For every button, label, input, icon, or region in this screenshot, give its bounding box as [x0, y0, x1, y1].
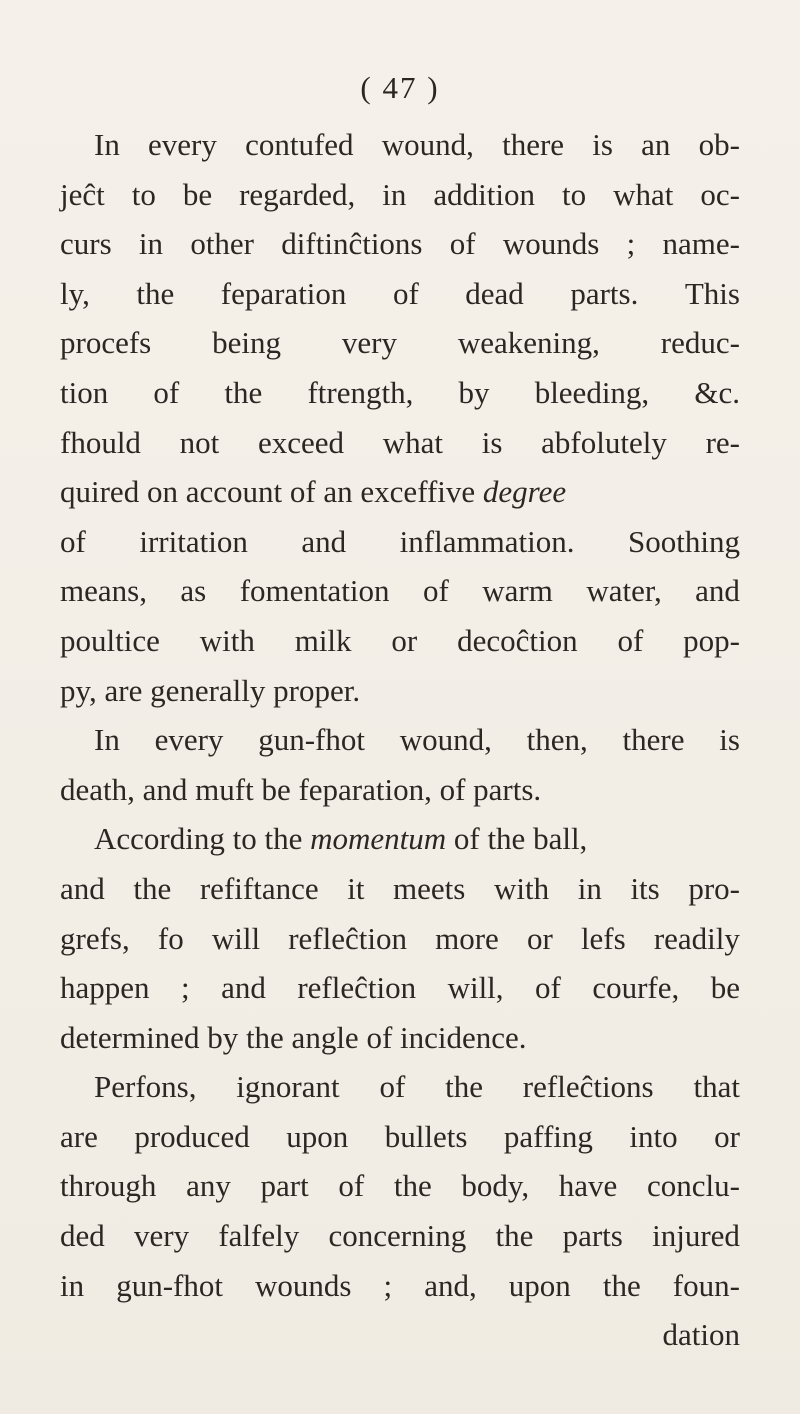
word: poultice — [60, 622, 160, 658]
word: there — [502, 127, 565, 162]
word: the — [393, 1168, 432, 1204]
text-line — [60, 517, 740, 567]
word: the — [136, 275, 175, 311]
word: dead — [465, 275, 524, 311]
word: be — [710, 970, 740, 1006]
word: refleĉtions — [522, 1069, 654, 1105]
word: foun- — [672, 1267, 740, 1303]
word: feparation — [220, 275, 347, 311]
word: parts — [562, 1218, 623, 1254]
word: there — [622, 722, 685, 758]
word: concerning — [328, 1218, 467, 1254]
text-line — [60, 120, 740, 170]
word: and — [221, 970, 266, 1006]
word: wound, — [399, 722, 492, 758]
word: and, — [424, 1267, 477, 1303]
word: of — [60, 523, 86, 559]
word: ob- — [698, 127, 740, 162]
word: is — [481, 424, 503, 460]
word: courfe, — [592, 970, 680, 1006]
word: exceed — [258, 424, 345, 460]
word: through — [60, 1168, 157, 1204]
word: irritation — [139, 523, 248, 559]
text-line: py, are generally proper. — [60, 672, 361, 708]
text-line — [60, 219, 740, 269]
word: milk — [294, 622, 352, 658]
word: other — [190, 226, 255, 262]
word: or — [391, 622, 418, 658]
word: falfely — [218, 1218, 300, 1254]
word: ignorant — [236, 1069, 340, 1105]
word: with — [493, 870, 550, 906]
text-line: determined by the angle of incidence. — [60, 1019, 527, 1055]
word: abfolutely — [541, 424, 667, 460]
word: curs — [60, 226, 112, 262]
italic-word: momentum — [310, 821, 447, 857]
word: and — [60, 870, 105, 906]
word: means, — [60, 573, 147, 609]
text-line — [60, 1161, 740, 1211]
word: not — [179, 424, 220, 460]
word: decoĉtion — [457, 622, 578, 658]
word: pro- — [688, 870, 740, 906]
word: of — [422, 573, 449, 609]
text-line: death, and muft be feparation, of parts. — [60, 771, 542, 807]
word: produced — [134, 1118, 250, 1154]
word: of — [338, 1168, 365, 1204]
text-line: quired on account of an exceffive degree — [60, 467, 740, 517]
word: very — [134, 1218, 190, 1254]
word: This — [684, 275, 740, 311]
text-line — [60, 1112, 740, 1162]
word: of — [617, 622, 644, 658]
word: contufed — [245, 127, 354, 162]
word: that — [693, 1069, 740, 1105]
word: Perfons, — [94, 1069, 197, 1105]
word: ; — [626, 226, 636, 262]
word: being — [212, 325, 281, 361]
word: wound, — [381, 127, 474, 162]
word: jeĉt — [60, 176, 105, 212]
word: the — [133, 870, 172, 906]
word: of — [535, 970, 561, 1006]
word: re- — [705, 424, 740, 460]
word: ded — [60, 1218, 105, 1254]
word: to — [131, 176, 156, 212]
word: upon — [286, 1118, 349, 1154]
text-line: According to the momentum of the ball, — [60, 814, 740, 864]
word: into — [629, 1118, 678, 1154]
word: paffing — [503, 1118, 593, 1154]
word: what — [382, 424, 444, 460]
catchword: dation — [662, 1317, 740, 1353]
word: part — [260, 1168, 309, 1204]
word: wounds — [502, 226, 600, 262]
word: every — [154, 722, 224, 758]
word: every — [148, 127, 217, 162]
word: readily — [653, 920, 740, 956]
word: fo — [157, 920, 184, 956]
word: inflammation. — [399, 523, 575, 559]
word: addition — [433, 176, 535, 212]
word: ; — [383, 1267, 393, 1303]
word: reduc- — [660, 325, 740, 361]
word: &c. — [694, 374, 740, 410]
word: meets — [393, 870, 466, 906]
word: of — [153, 374, 180, 410]
text-line — [60, 864, 740, 914]
body-text — [60, 120, 740, 1360]
page-number: ( 47 ) — [360, 70, 440, 105]
text-line — [60, 1261, 740, 1311]
word: very — [341, 325, 397, 361]
word: upon — [508, 1267, 571, 1303]
word: tion — [60, 374, 109, 410]
word: Soothing — [627, 523, 740, 559]
word: pop- — [683, 622, 740, 658]
word: regarded, — [239, 176, 356, 212]
italic-word: degree — [482, 474, 567, 510]
text-line — [60, 318, 740, 368]
word: then, — [526, 722, 588, 758]
word: the — [445, 1069, 483, 1105]
word: In — [94, 722, 120, 758]
word: its — [630, 870, 660, 906]
word: bleeding, — [534, 374, 650, 410]
text-line — [60, 566, 740, 616]
text-line — [60, 1062, 740, 1112]
word: conclu- — [646, 1168, 740, 1204]
word: happen — [60, 970, 150, 1006]
word: is — [592, 127, 613, 162]
word: gun-fhot — [116, 1267, 223, 1303]
word: in — [382, 176, 407, 212]
word: more — [435, 920, 499, 956]
text-line — [60, 170, 740, 220]
word: gun-fhot — [258, 722, 365, 758]
word: any — [186, 1168, 231, 1204]
word: parts. — [570, 275, 639, 311]
word: fomentation — [239, 573, 390, 609]
word: be — [182, 176, 213, 212]
word: fhould — [60, 424, 141, 460]
word: warm — [482, 573, 553, 609]
word: grefs, — [60, 920, 130, 956]
text-line — [60, 269, 740, 319]
text-line — [60, 368, 740, 418]
word: lefs — [580, 920, 626, 956]
word: refleĉtion — [297, 970, 417, 1006]
word: it — [347, 870, 365, 906]
word: or — [714, 1118, 740, 1154]
text-line — [60, 616, 740, 666]
word: bullets — [384, 1118, 468, 1154]
word: ; — [181, 970, 190, 1006]
word: with — [199, 622, 255, 658]
text-line — [60, 914, 740, 964]
word: weakening, — [457, 325, 600, 361]
word: the — [495, 1218, 534, 1254]
word: in — [60, 1267, 85, 1303]
word: is — [719, 722, 740, 758]
word: as — [180, 573, 207, 609]
word: the — [602, 1267, 641, 1303]
word: in — [577, 870, 602, 906]
word: will — [211, 920, 261, 956]
word: refleĉtion — [288, 920, 407, 956]
word: injured — [652, 1218, 740, 1254]
word: in — [138, 226, 164, 262]
word: by — [458, 374, 490, 410]
word: an — [641, 127, 671, 162]
text-line — [60, 1211, 740, 1261]
word: refiftance — [199, 870, 319, 906]
word: have — [558, 1168, 618, 1204]
word: wounds — [255, 1267, 352, 1303]
text-line — [60, 418, 740, 468]
text-line — [60, 715, 740, 765]
word: of — [379, 1069, 406, 1105]
text-line — [60, 963, 740, 1013]
word: what — [613, 176, 674, 212]
word: to — [561, 176, 587, 212]
word: are — [60, 1118, 98, 1154]
word: ly, — [60, 275, 90, 311]
word: oc- — [700, 176, 740, 212]
word: or — [526, 920, 553, 956]
word: name- — [662, 226, 740, 262]
word: and — [695, 573, 740, 609]
word: the — [224, 374, 263, 410]
word: and — [301, 523, 347, 559]
word: body, — [461, 1168, 530, 1204]
word: procefs — [60, 325, 152, 361]
word: ftrength, — [307, 374, 414, 410]
word: of — [449, 226, 476, 262]
word: In — [94, 127, 120, 162]
word: will, — [447, 970, 504, 1006]
word: water, — [586, 573, 662, 609]
word: diftinĉtions — [281, 226, 423, 262]
word: of — [392, 275, 419, 311]
